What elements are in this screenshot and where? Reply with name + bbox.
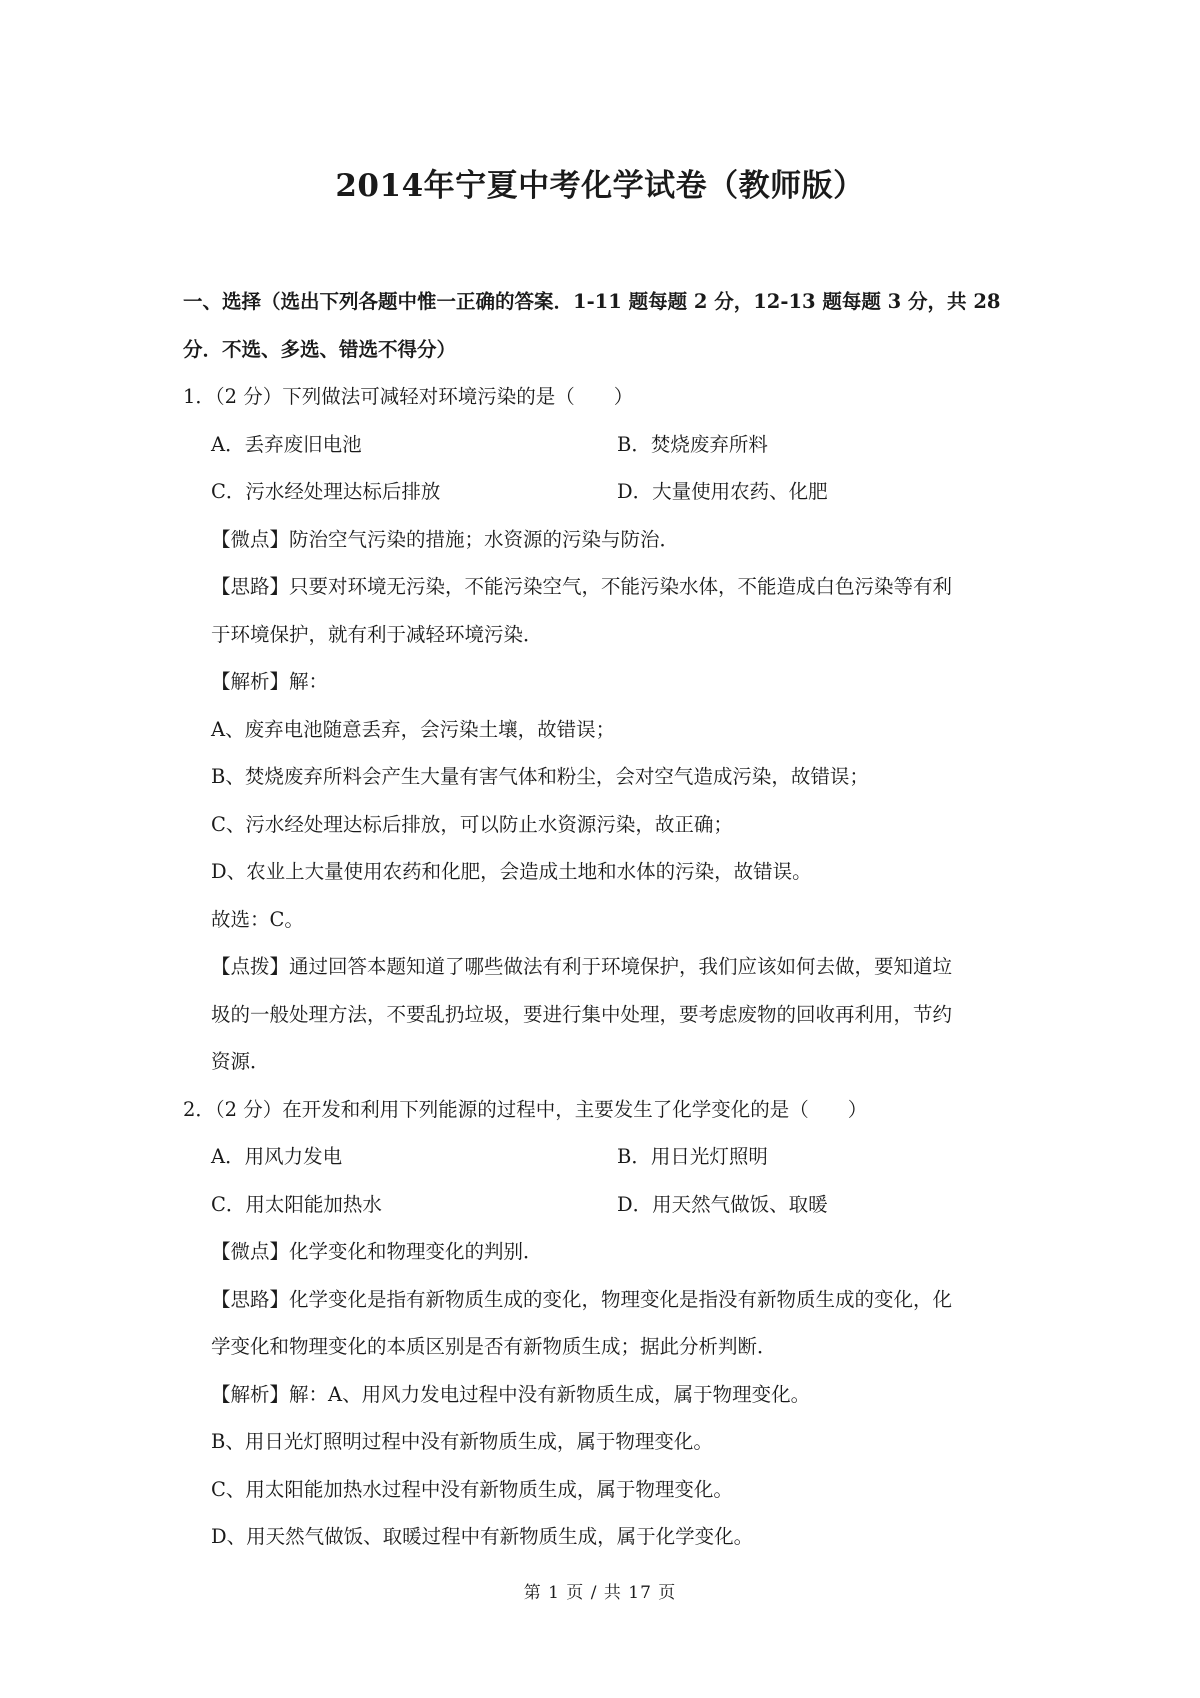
jiexi-line: C、用太阳能加热水过程中没有新物质生成，属于物理变化。 bbox=[211, 1477, 733, 1501]
option-a: A．用风力发电 bbox=[211, 1145, 343, 1168]
option-b: B．焚烧废弃所料 bbox=[617, 432, 768, 456]
answer-line: 故选：C。 bbox=[211, 907, 304, 931]
weidian-text: 【微点】防治空气污染的措施；水资源的污染与防治． bbox=[211, 527, 680, 551]
page-footer: 第 1 页 / 共 17 页 bbox=[523, 1583, 677, 1603]
weidian-text: 【微点】化学变化和物理变化的判别． bbox=[211, 1240, 543, 1263]
options-row-2 bbox=[183, 468, 1023, 516]
question-2 bbox=[183, 1086, 1023, 1561]
option-c: C．污水经处理达标后排放 bbox=[211, 480, 441, 503]
option-b: B．用日光灯照明 bbox=[617, 1145, 768, 1168]
section-heading-line-1: 一、选择（选出下列各题中惟一正确的答案．1-11 题每题 2 分，12-13 题每题 3 分，共 28 bbox=[183, 290, 1001, 313]
silu-line: 于环境保护，就有利于减轻环境污染． bbox=[211, 622, 543, 646]
option-d: D．用天然气做饭、取暖 bbox=[617, 1192, 828, 1216]
silu-line: 【思路】只要对环境无污染，不能污染空气，不能污染水体，不能造成白色污染等有利 bbox=[211, 575, 953, 598]
dianbo-line: 圾的一般处理方法，不要乱扔垃圾，要进行集中处理，要考虑废物的回收再利用，节约 bbox=[211, 1002, 953, 1026]
options-row-2 bbox=[183, 1181, 1023, 1229]
option-c: C．用太阳能加热水 bbox=[211, 1192, 382, 1216]
document-title: 2014年宁夏中考化学试卷（教师版） bbox=[335, 168, 865, 204]
option-d: D．大量使用农药、化肥 bbox=[617, 480, 828, 503]
silu-line: 【思路】化学变化是指有新物质生成的变化，物理变化是指没有新物质生成的变化，化 bbox=[211, 1287, 953, 1311]
silu-line: 学变化和物理变化的本质区别是否有新物质生成；据此分析判断． bbox=[211, 1335, 777, 1358]
question-1 bbox=[183, 373, 1023, 1086]
jiexi-line: D、用天然气做饭、取暖过程中有新物质生成，属于化学变化。 bbox=[211, 1525, 754, 1548]
jiexi-line: C、污水经处理达标后排放，可以防止水资源污染，故正确； bbox=[211, 812, 733, 836]
question-stem: 1．（2 分）下列做法可减轻对环境污染的是（ ） bbox=[183, 385, 634, 408]
option-a: A．丢弃废旧电池 bbox=[211, 432, 362, 456]
jiexi-line: D、农业上大量使用农药和化肥，会造成土地和水体的污染，故错误。 bbox=[211, 860, 812, 883]
options-row-1 bbox=[183, 421, 1023, 469]
jiexi-line: B、用日光灯照明过程中没有新物质生成，属于物理变化。 bbox=[211, 1430, 713, 1453]
question-stem: 2．（2 分）在开发和利用下列能源的过程中，主要发生了化学变化的是（ ） bbox=[183, 1097, 868, 1121]
jiexi-line: B、焚烧废弃所料会产生大量有害气体和粉尘，会对空气造成污染，故错误； bbox=[211, 765, 869, 788]
dianbo-line: 【点拨】通过回答本题知道了哪些做法有利于环境保护，我们应该如何去做，要知道垃 bbox=[211, 955, 953, 978]
jiexi-line: 【解析】解： bbox=[211, 670, 329, 693]
dianbo-line: 资源． bbox=[211, 1050, 270, 1073]
section-heading-line-2: 分．不选、多选、错选不得分） bbox=[183, 337, 457, 361]
jiexi-line: 【解析】解：A、用风力发电过程中没有新物质生成，属于物理变化。 bbox=[211, 1382, 811, 1406]
document-body bbox=[183, 278, 1023, 1561]
jiexi-line: A、废弃电池随意丢弃，会污染土壤，故错误； bbox=[211, 717, 616, 741]
options-row-1 bbox=[183, 1133, 1023, 1181]
